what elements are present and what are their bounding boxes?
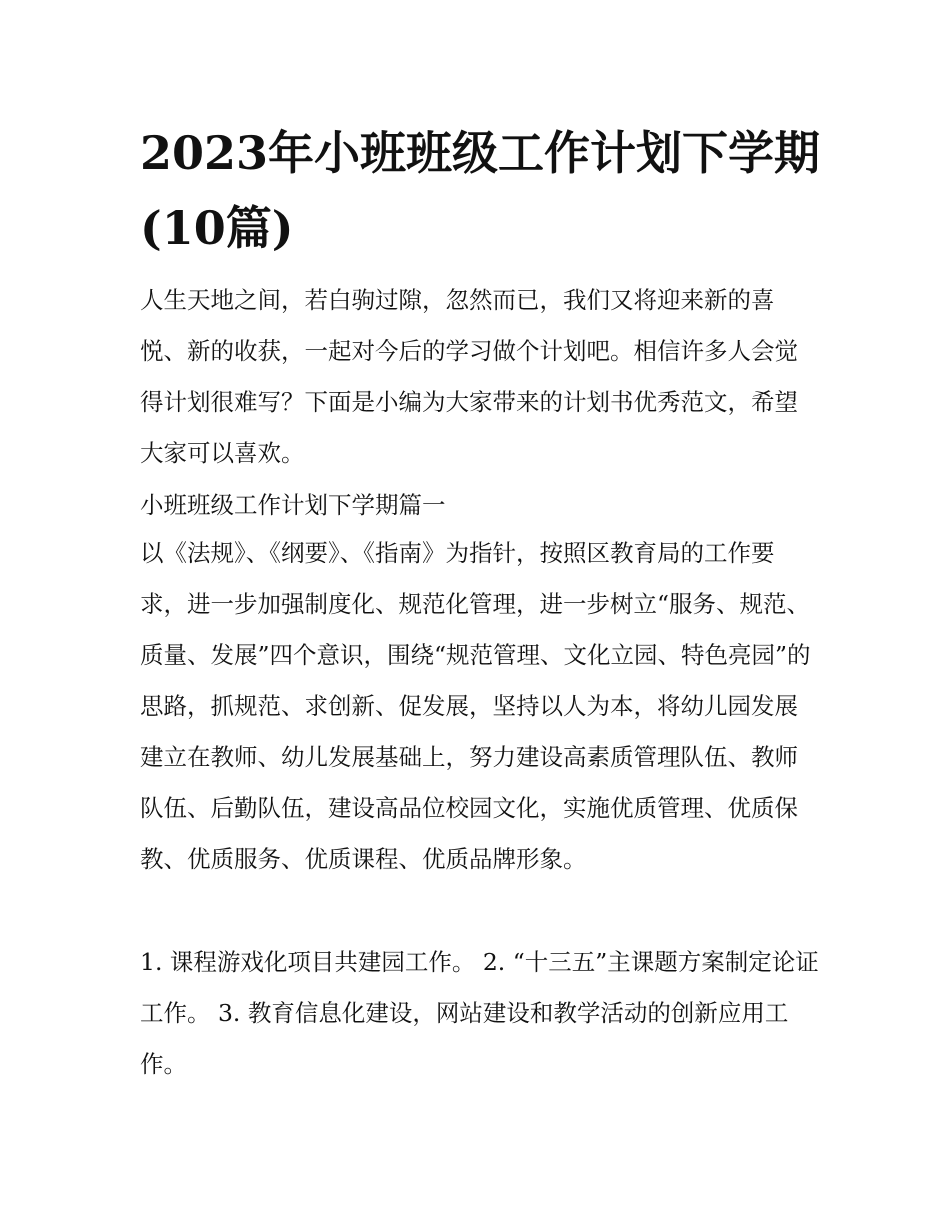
numbered-list-paragraph: 1. 课程游戏化项目共建园工作。 2. “十三五”主课题方案制定论证工作。 3. 教育信息化建设，网站建设和教学活动的创新应用工作。 [140, 948, 819, 1078]
section-heading: 小班班级工作计划下学期篇一 [140, 491, 446, 519]
body-paragraph: 以《法规》、《纲要》、《指南》为指针，按照区教育局的工作要求，进一步加强制度化、规范化管理，进一步树立“服务、规范、质量、发展”四个意识，围绕“规范管理、文化立园、特色亮园”的思路，抓规范、求创新、促发展，坚持以人为本，将幼儿园发展建立在教师、幼儿发展基础上，努力建设高素质管理队伍、教师队伍、后勤队伍，建设高品位校园文化，实施优质管理、优质保教、优质服务、优质课程、优质品牌形象。 [140, 539, 811, 873]
intro-paragraph: 人生天地之间，若白驹过隙，忽然而已，我们又将迎来新的喜悦、新的收获，一起对今后的学习做个计划吧。相信许多人会觉得计划很难写？下面是小编为大家带来的计划书优秀范文，希望大家可以喜欢。 [140, 286, 798, 467]
document-title: 2023年小班班级工作计划下学期(10篇) [140, 126, 821, 255]
